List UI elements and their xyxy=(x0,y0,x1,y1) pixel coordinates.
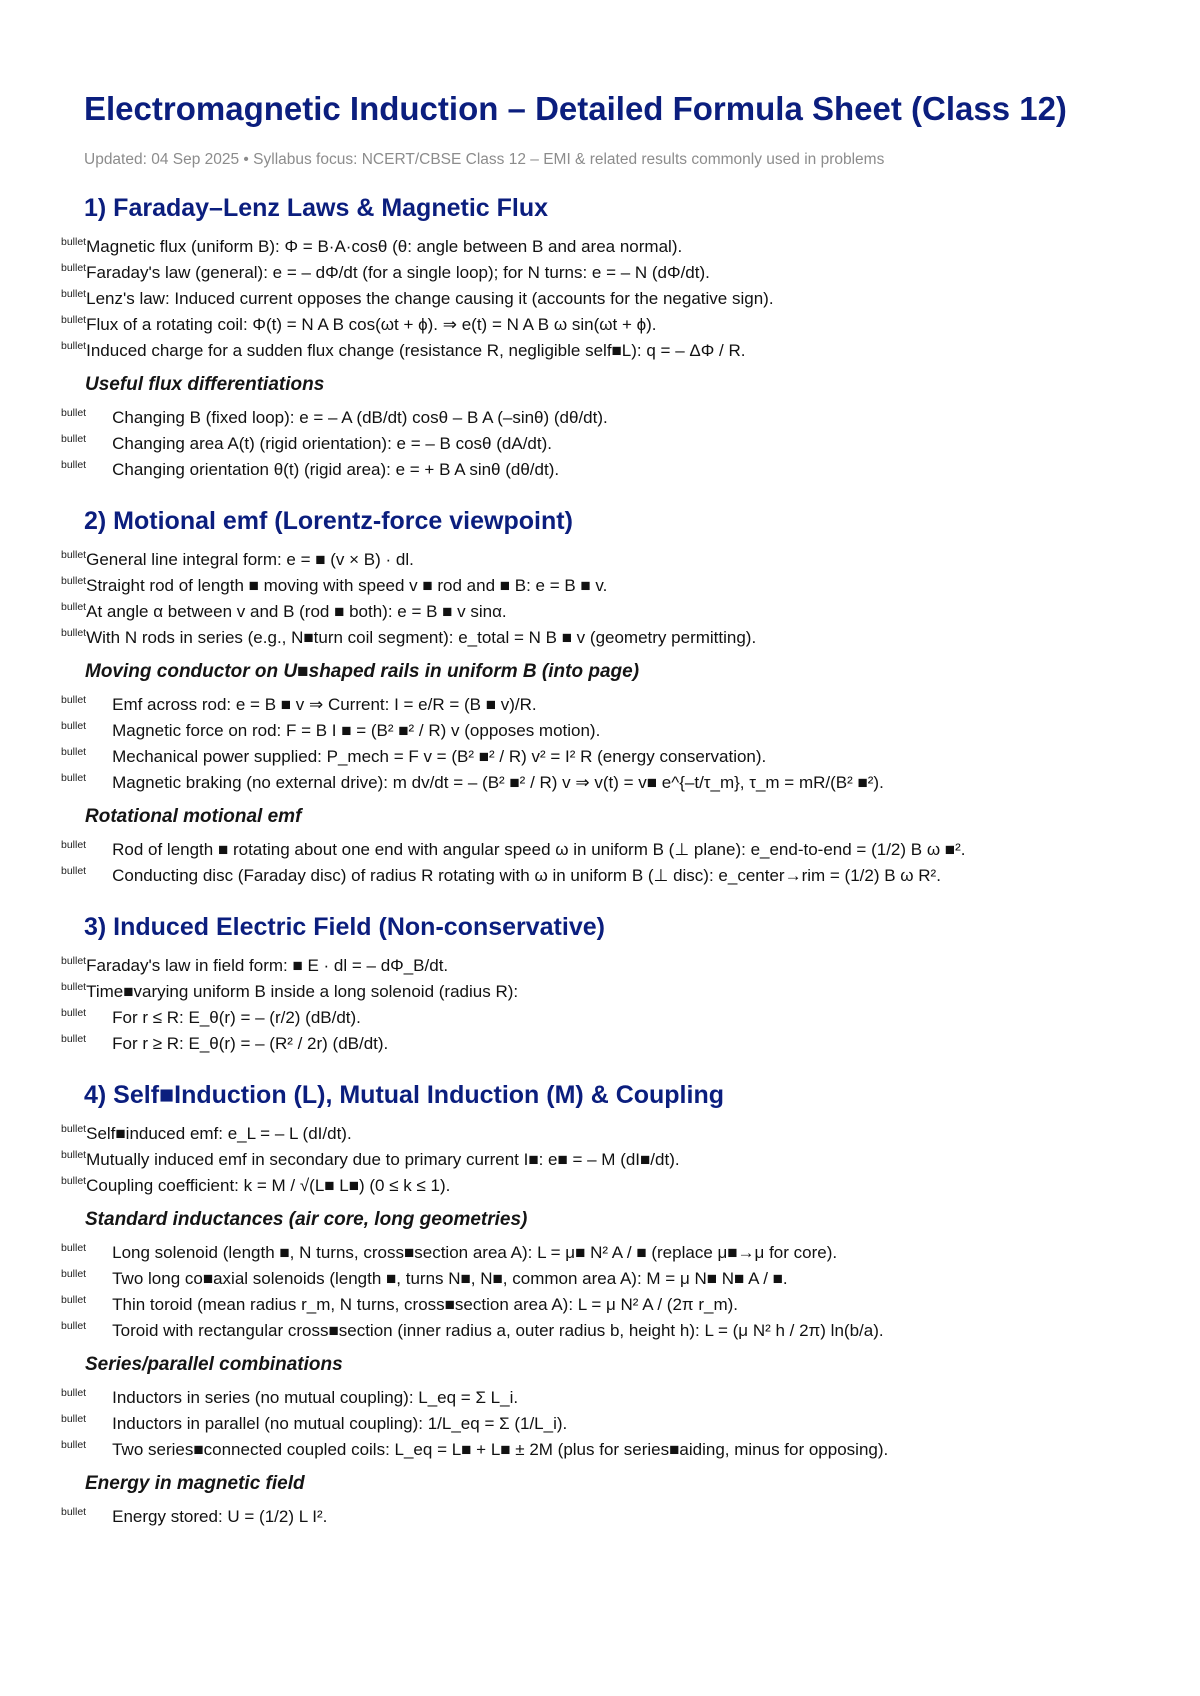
bullet-marker: bullet xyxy=(61,1506,87,1518)
list-item: $^{bullet}$ Toroid with rectangular cross■section (inner radius a, outer radius b, height h): L = (μ N² h / 2π) ln(b/a). xyxy=(61,1320,884,1340)
bullet-marker: bullet xyxy=(61,746,87,758)
section-heading-self-mutual-induction: 4) Self■Induction (L), Mutual Induction (M) & Coupling xyxy=(84,1081,724,1109)
list-item: $^{bullet}$Induced charge for a sudden flux change (resistance R, negligible self■L): q = – ΔΦ / R. xyxy=(61,340,746,360)
list-item: $^{bullet}$ Magnetic force on rod: F = B I ■ = (B² ■² / R) v (opposes motion). xyxy=(61,720,601,740)
list-item: $^{bullet}$Self■induced emf: e_L = – L (dI/dt). xyxy=(61,1123,352,1143)
list-item: $^{bullet}$ Two series■connected coupled coils: L_eq = L■ + L■ ± 2M (plus for series■aiding, minus for opposing). xyxy=(61,1439,889,1459)
bullet-marker: bullet xyxy=(61,1387,87,1399)
list-item: $^{bullet}$Flux of a rotating coil: Φ(t) = N A B cos(ωt + ϕ). ⇒ e(t) = N A B ω sin(ωt + ϕ). xyxy=(61,314,657,334)
list-item: $^{bullet}$ Changing B (fixed loop): e = – A (dB/dt) cosθ – B A (–sinθ) (dθ/dt). xyxy=(61,407,608,427)
list-item: $^{bullet}$Coupling coefficient: k = M / √(L■ L■) (0 ≤ k ≤ 1). xyxy=(61,1175,451,1195)
bullet-marker: bullet xyxy=(61,1149,87,1161)
bullet-marker: bullet xyxy=(61,1123,87,1135)
list-item: $^{bullet}$Faraday's law (general): e = – dΦ/dt (for a single loop); for N turns: e = – N (dΦ/dt). xyxy=(61,262,710,282)
bullet-marker: bullet xyxy=(61,627,87,639)
list-item: $^{bullet}$With N rods in series (e.g., N■turn coil segment): e_total = N B ■ v (geometry permitting). xyxy=(61,627,757,647)
list-item: $^{bullet}$ Two long co■axial solenoids (length ■, turns N■, N■, common area A): M = μ N■ N■ A / ■. xyxy=(61,1268,788,1288)
bullet-marker: bullet xyxy=(61,433,87,445)
list-series-parallel xyxy=(61,1385,1120,1463)
section-heading-motional-emf: 2) Motional emf (Lorentz-force viewpoint) xyxy=(84,507,573,535)
list-induced-electric-field xyxy=(61,953,1120,1005)
list-item: $^{bullet}$ Thin toroid (mean radius r_m, N turns, cross■section area A): L = μ N² A / (2π r_m). xyxy=(61,1294,739,1314)
list-item: $^{bullet}$Faraday's law in field form: ■ E · dl = – dΦ_B/dt. xyxy=(61,955,449,975)
bullet-marker: bullet xyxy=(61,720,87,732)
list-item: $^{bullet}$ Magnetic braking (no external drive): m dv/dt = – (B² ■² / R) v ⇒ v(t) = v■ e^{–t/τ_m}, τ_m = mR/(B² ■²). xyxy=(61,772,884,792)
bullet-marker: bullet xyxy=(61,694,87,706)
list-item: $^{bullet}$ Changing area A(t) (rigid orientation): e = – B cosθ (dA/dt). xyxy=(61,433,552,453)
bullet-marker: bullet xyxy=(61,1294,87,1306)
bullet-marker: bullet xyxy=(61,981,87,993)
list-item: $^{bullet}$ Inductors in parallel (no mutual coupling): 1/L_eq = Σ (1/L_i). xyxy=(61,1413,568,1433)
bullet-marker: bullet xyxy=(61,865,87,877)
list-magnetic-energy xyxy=(61,1504,1120,1530)
list-item: $^{bullet}$ For r ≥ R: E_θ(r) = – (R² / 2r) (dB/dt). xyxy=(61,1033,389,1053)
list-item: $^{bullet}$General line integral form: e = ■ (v × B) · dl. xyxy=(61,549,414,569)
bullet-marker: bullet xyxy=(61,262,87,274)
section-heading-faraday-lenz: 1) Faraday–Lenz Laws & Magnetic Flux xyxy=(84,194,549,222)
section-heading-induced-electric-field: 3) Induced Electric Field (Non-conservative) xyxy=(84,913,605,941)
list-item: $^{bullet}$ Changing orientation θ(t) (rigid area): e = + B A sinθ (dθ/dt). xyxy=(61,459,560,479)
list-faraday-lenz xyxy=(61,234,1120,364)
list-item: $^{bullet}$Magnetic flux (uniform B): Φ = B·A·cosθ (θ: angle between B and area normal). xyxy=(61,236,683,256)
bullet-marker: bullet xyxy=(61,839,87,851)
list-item: $^{bullet}$Straight rod of length ■ moving with speed v ■ rod and ■ B: e = B ■ v. xyxy=(61,575,608,595)
subheading-rotational-emf: Rotational motional emf xyxy=(85,806,302,827)
subheading-series-parallel: Series/parallel combinations xyxy=(85,1354,343,1375)
bullet-marker: bullet xyxy=(61,549,87,561)
bullet-marker: bullet xyxy=(61,1007,87,1019)
bullet-marker: bullet xyxy=(61,772,87,784)
list-item: $^{bullet}$Time■varying uniform B inside a long solenoid (radius R): xyxy=(61,981,519,1001)
bullet-marker: bullet xyxy=(61,955,87,967)
list-self-mutual-induction xyxy=(61,1121,1120,1199)
list-item: $^{bullet}$ For r ≤ R: E_θ(r) = – (r/2) (dB/dt). xyxy=(61,1007,361,1027)
list-item: $^{bullet}$At angle α between v and B (rod ■ both): e = B ■ v sinα. xyxy=(61,601,507,621)
document-subtitle: Updated: 04 Sep 2025 • Syllabus focus: NCERT/CBSE Class 12 – EMI & related results commonly used in problems xyxy=(84,151,885,168)
list-u-shaped-rails xyxy=(61,692,1120,796)
subheading-standard-inductances: Standard inductances (air core, long geometries) xyxy=(85,1209,528,1230)
list-item: $^{bullet}$ Rod of length ■ rotating about one end with angular speed ω in uniform B (⊥ plane): e_end-to-end = (1/2) B ω ■². xyxy=(61,839,966,859)
bullet-marker: bullet xyxy=(61,575,87,587)
list-item: $^{bullet}$Lenz's law: Induced current opposes the change causing it (accounts for the negative sign). xyxy=(61,288,774,308)
list-solenoid-field-cases xyxy=(61,1005,1120,1057)
bullet-marker: bullet xyxy=(61,1439,87,1451)
bullet-marker: bullet xyxy=(61,1413,87,1425)
bullet-marker: bullet xyxy=(61,459,87,471)
list-item: $^{bullet}$Mutually induced emf in secondary due to primary current I■: e■ = – M (dI■/dt). xyxy=(61,1149,680,1169)
list-flux-differentiations xyxy=(61,405,1120,483)
list-rotational-emf xyxy=(61,837,1120,889)
bullet-marker: bullet xyxy=(61,1242,87,1254)
bullet-marker: bullet xyxy=(61,288,87,300)
subheading-u-shaped-rails: Moving conductor on U■shaped rails in uniform B (into page) xyxy=(85,661,640,682)
bullet-marker: bullet xyxy=(61,1175,87,1187)
list-motional-emf xyxy=(61,547,1120,651)
list-item: $^{bullet}$ Inductors in series (no mutual coupling): L_eq = Σ L_i. xyxy=(61,1387,519,1407)
list-item: $^{bullet}$ Emf across rod: e = B ■ v ⇒ Current: I = e/R = (B ■ v)/R. xyxy=(61,694,537,714)
bullet-marker: bullet xyxy=(61,1320,87,1332)
list-item: $^{bullet}$ Mechanical power supplied: P_mech = F v = (B² ■² / R) v² = I² R (energy conservation). xyxy=(61,746,767,766)
bullet-marker: bullet xyxy=(61,601,87,613)
subheading-flux-differentiations: Useful flux differentiations xyxy=(85,374,325,395)
bullet-marker: bullet xyxy=(61,1033,87,1045)
list-standard-inductances xyxy=(61,1240,1120,1344)
subheading-magnetic-energy: Energy in magnetic field xyxy=(85,1473,305,1494)
list-item: $^{bullet}$ Conducting disc (Faraday disc) of radius R rotating with ω in uniform B (⊥ disc): e_center→rim = (1/2) B ω R². xyxy=(61,865,941,885)
list-item: $^{bullet}$ Energy stored: U = (1/2) L I². xyxy=(61,1506,328,1526)
bullet-marker: bullet xyxy=(61,340,87,352)
bullet-marker: bullet xyxy=(61,1268,87,1280)
document-title: Electromagnetic Induction – Detailed Formula Sheet (Class 12) xyxy=(84,90,1067,127)
bullet-marker: bullet xyxy=(61,407,87,419)
bullet-marker: bullet xyxy=(61,236,87,248)
list-item: $^{bullet}$ Long solenoid (length ■, N turns, cross■section area A): L = μ■ N² A / ■ (replace μ■→μ for core). xyxy=(61,1242,838,1262)
bullet-marker: bullet xyxy=(61,314,87,326)
